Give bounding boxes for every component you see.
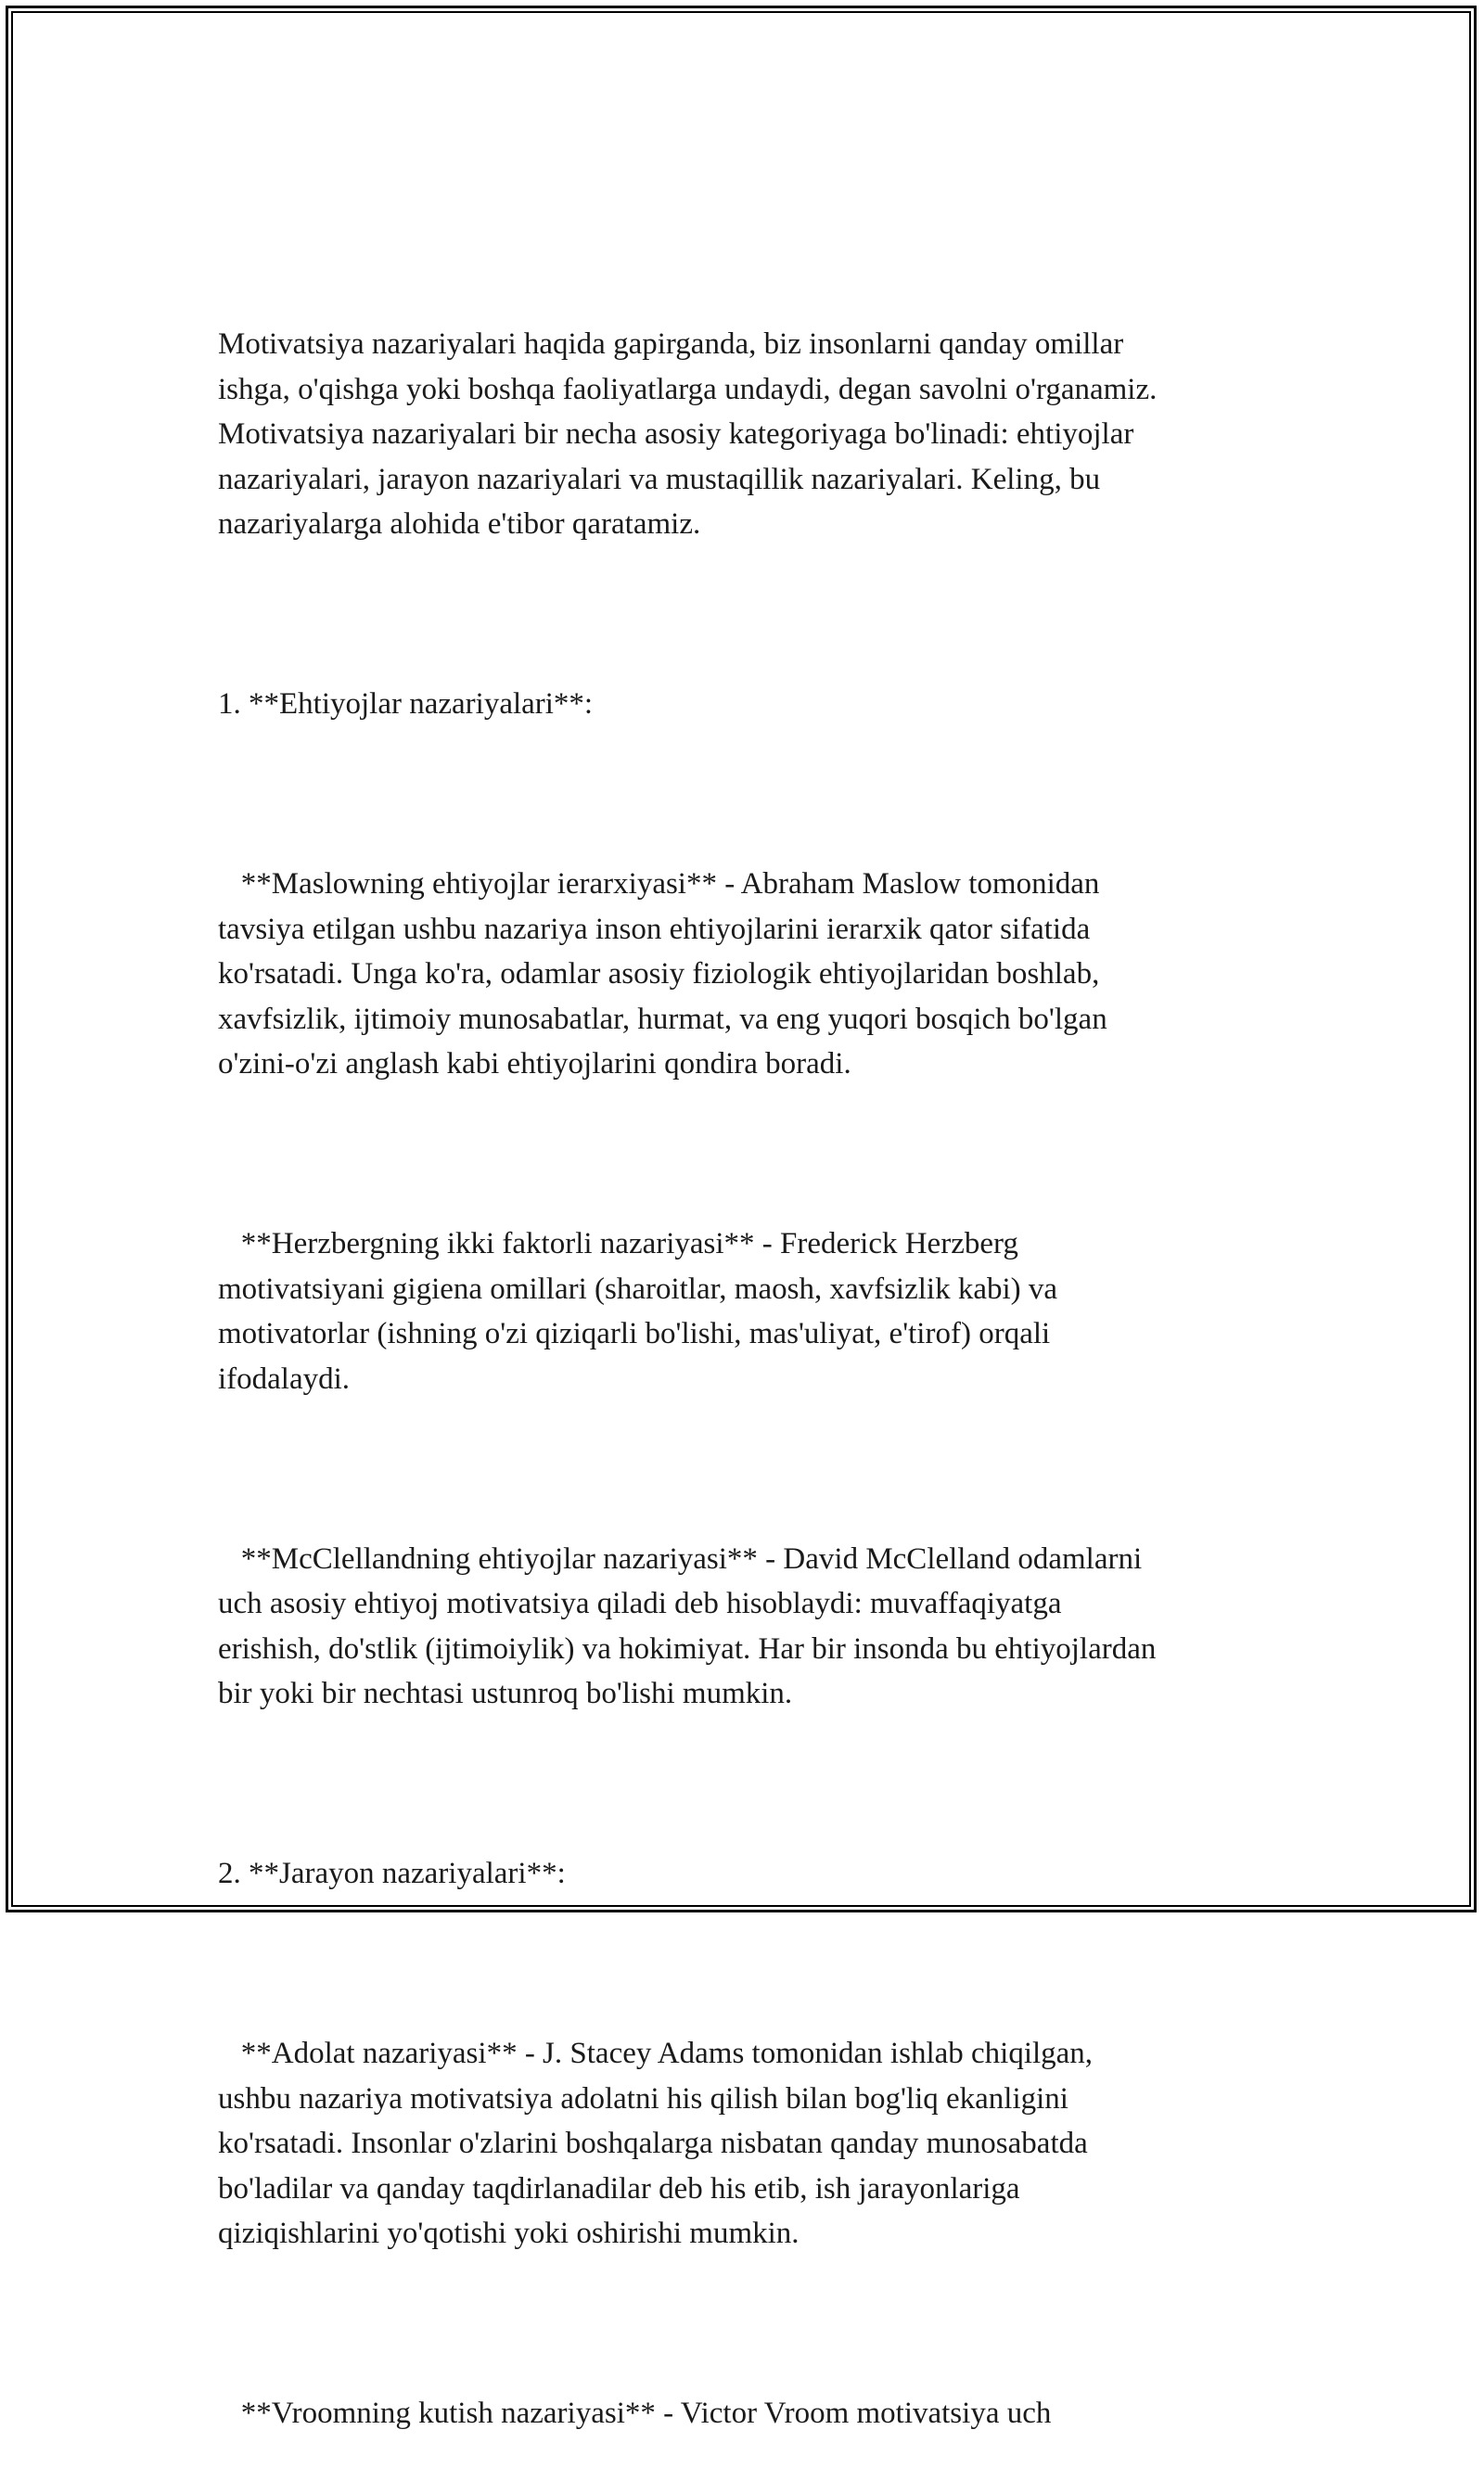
paragraph-herzberg: **Herzbergning ikki faktorli nazariyasi** - Frederick Herzberg motivatsiyani gigiena omillari (sharoitlar, maosh, xavfsizlik kabi) va motivatorlar (ishning o'zi qiziqarli bo'lishi, mas'uliyat, e'tirof) orqali ifodalaydi. <box>218 1227 1058 1396</box>
paragraph-maslow: **Maslowning ehtiyojlar ierarxiyasi** - Abraham Maslow tomonidan tavsiya etilgan ushbu nazariya inson ehtiyojlarini ierarxik qator sifatida ko'rsatadi. Unga ko'ra, odamlar asosiy fiziologik ehtiyojlaridan boshlab, xavfsizlik, ijtimoiy munosabatlar, hurmat, va eng yuqori bosqich bo'lgan o'zini-o'zi anglash kabi ehtiyojlarini qondira boradi. <box>218 867 1107 1081</box>
paragraph-vroom: **Vroomning kutish nazariyasi** - Victor Vroom motivatsiya uch <box>218 2397 1052 2430</box>
heading-process-theories: 2. **Jarayon nazariyalari**: <box>218 1857 566 1890</box>
paragraph-intro: Motivatsiya nazariyalari haqida gapirganda, biz insonlarni qanday omillar ishga, o'qishga yoki boshqa faoliyatlarga undaydi, degan savolni o'rganamiz. Motivatsiya nazariyalari bir necha asosiy kategoriyaga bo'linadi: ehtiyojlar nazariyalari, jarayon nazariyalari va mustaqillik nazariyalari. Keling, bu nazariyalarga alohida e'tibor qaratamiz. <box>218 327 1158 541</box>
paragraph-mcclelland: **McClellandning ehtiyojlar nazariyasi** - David McClelland odamlarni uch asosiy ehtiyoj motivatsiya qiladi deb hisoblaydi: muvaffaqiyatga erishish, do'stlik (ijtimoiylik) va hokimiyat. Har bir insonda bu ehtiyojlardan bir yoki bir nechtasi ustunroq bo'lishi mumkin. <box>218 1541 1157 1710</box>
document-body <box>218 232 1285 2481</box>
heading-needs-theories: 1. **Ehtiyojlar nazariyalari**: <box>218 687 594 721</box>
paragraph-adams: **Adolat nazariyasi** - J. Stacey Adams tomonidan ishlab chiqilgan, ushbu nazariya motivatsiya adolatni his qilish bilan bog'liq ekanligini ko'rsatadi. Insonlar o'zlarini boshqalarga nisbatan qanday munosabatda bo'ladilar va qanday taqdirlanadilar deb his etib, ish jarayonlariga qiziqishlarini yo'qotishi yoki oshirishi mumkin. <box>218 2037 1094 2250</box>
